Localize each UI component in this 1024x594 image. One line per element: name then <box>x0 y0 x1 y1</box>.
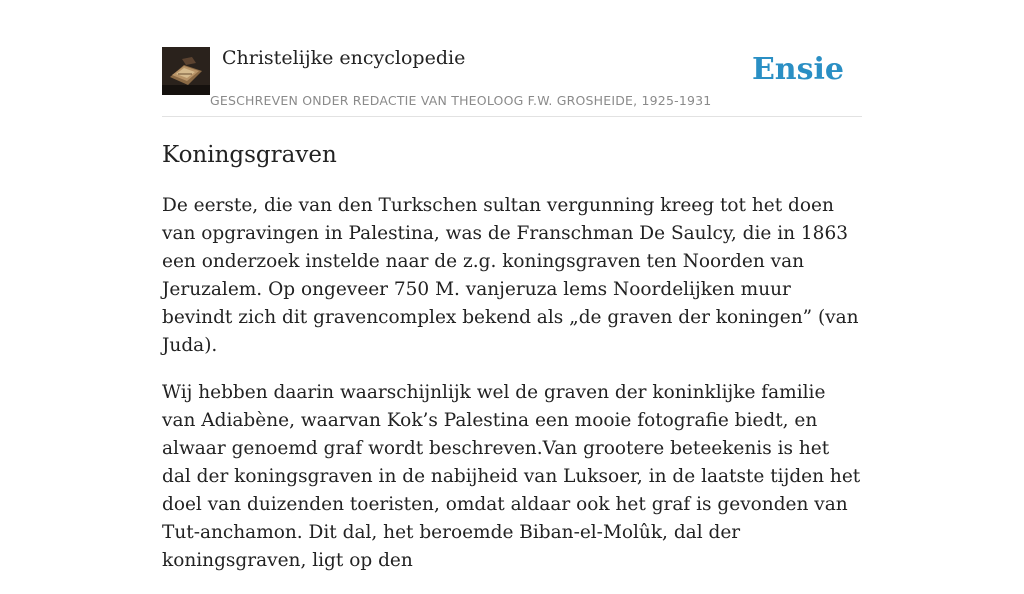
book-photo-icon <box>162 47 210 95</box>
source-title[interactable]: Christelijke encyclopedie <box>222 47 466 69</box>
source-subtitle: GESCHREVEN ONDER REDACTIE VAN THEOLOOG F.W. GROSHEIDE, 1925-1931 <box>210 93 712 108</box>
site-header <box>162 44 862 117</box>
article-paragraph: Wij hebben daarin waarschijnlijk wel de graven der koninklijke familie van Adiabène, waarvan Kok’s Palestina een mooie fotografie biedt, en alwaar genoemd graf wordt beschreven.Van grootere beteekenis is het dal der koningsgraven in de nabijheid van Luksoer, in de laatste tijden het doel van duizenden toeristen, omdat aldaar ook het graf is gevonden van Tut-anchamon. Dit dal, het beroemde Biban-el-Molûk, dal der koningsgraven, ligt op den <box>162 382 861 571</box>
article-body <box>162 192 862 594</box>
source-avatar[interactable] <box>162 47 210 95</box>
brand-logo-link[interactable]: Ensie <box>751 52 844 87</box>
article-title: Koningsgraven <box>162 142 337 168</box>
article-paragraph: De eerste, die van den Turkschen sultan vergunning kreeg tot het doen van opgravingen in Palestina, was de Franschman De Saulcy, die in 1863 een onderzoek instelde naar de z.g. koningsgraven ten Noorden van Jeruzalem. Op ongeveer 750 M. vanjeruza lems Noordelijken muur bevindt zich dit gravencomplex bekend als „de graven der koningen” (van Juda). <box>162 195 859 356</box>
